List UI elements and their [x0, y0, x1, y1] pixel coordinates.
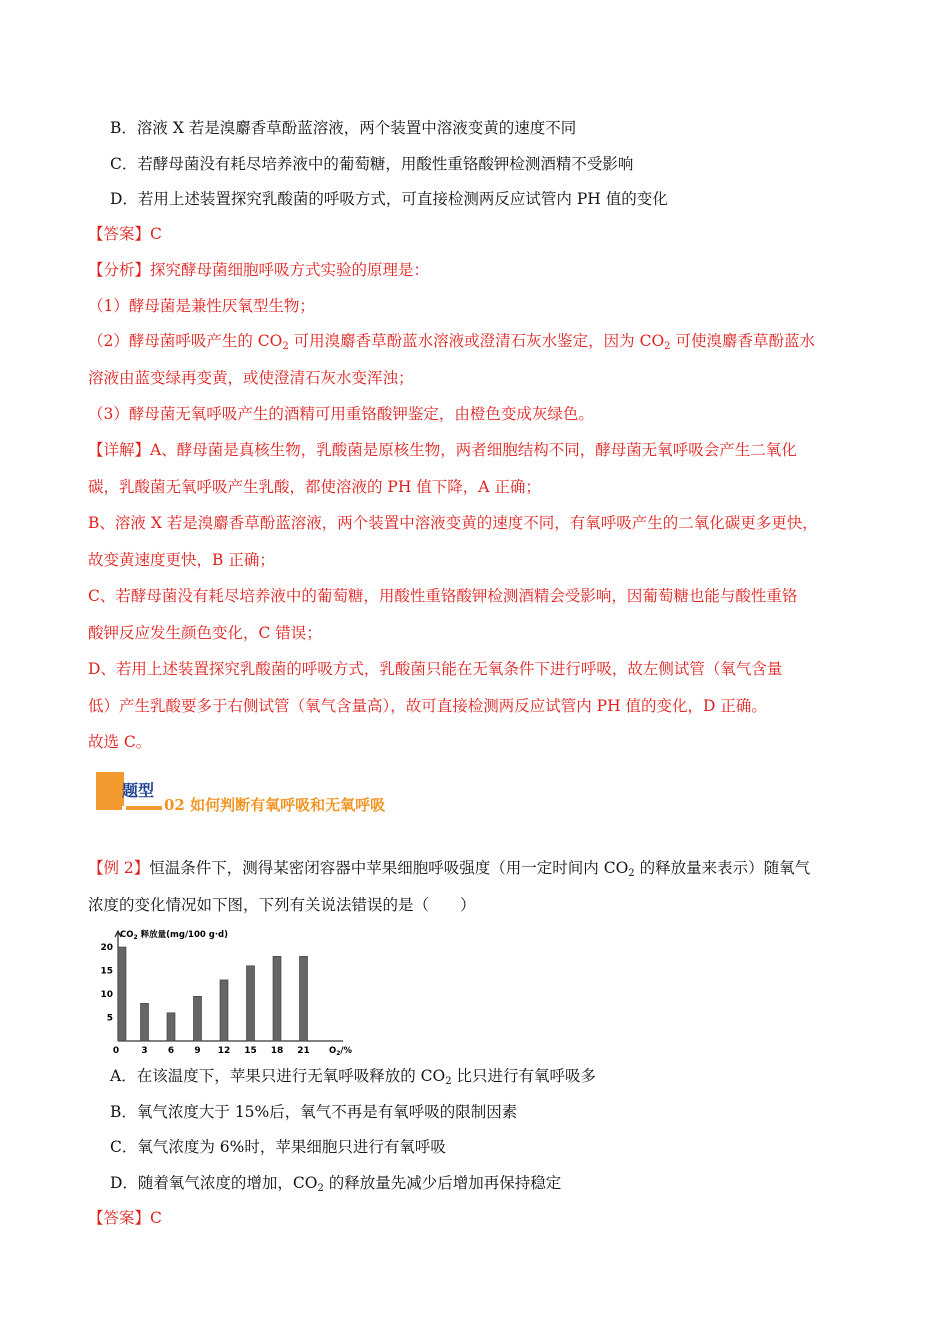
detail-label: 【详解】	[88, 441, 151, 459]
q1-analysis-3: （3）酵母菌无氧呼吸产生的酒精可用重铬酸钾鉴定，由橙色变成灰绿色。	[88, 405, 594, 423]
x-tick-label: 9	[194, 1046, 201, 1056]
q2-option-c: C．氧气浓度为 6%时，苹果细胞只进行有氧呼吸	[110, 1138, 446, 1156]
q2-option-b: B．氧气浓度大于 15%后，氧气不再是有氧呼吸的限制因素	[110, 1103, 518, 1121]
subscript-2: 2	[317, 1183, 324, 1194]
q1-analysis-intro	[88, 260, 429, 280]
q1-detail-d2: 低）产生乳酸要多于右侧试管（氧气含量高），故可直接检测两反应试管内 PH 值的变化，D 正确。	[88, 697, 767, 715]
q1-analysis-2b: 溶液由蓝变绿再变黄，或使澄清石灰水变浑浊；	[88, 369, 414, 387]
q1-option-d: D．若用上述装置探究乳酸菌的呼吸方式，可直接检测两反应试管内 PH 值的变化	[110, 190, 668, 208]
q1-detail-b2: 故变黄速度更快，B 正确；	[88, 551, 275, 569]
bar	[300, 956, 308, 1041]
analysis-2a-post: 可使溴麝香草酚蓝水	[670, 332, 815, 350]
x-tick-label: 15	[244, 1046, 257, 1056]
answer-value: C	[150, 1209, 162, 1227]
x-tick-label: 3	[141, 1046, 148, 1056]
q2-option-d	[110, 1173, 561, 1199]
q1-detail-c1: C、若酵母菌没有耗尽培养液中的葡萄糖，用酸性重铬酸钾检测酒精会受影响，因葡萄糖也能与酸性重铬	[88, 587, 798, 605]
q2-stem-1-post: 的释放量来表示）随氧气	[634, 859, 811, 877]
answer-label: 【答案】	[88, 1209, 151, 1227]
section-title: 02 如何判断有氧呼吸和无氧呼吸	[164, 796, 386, 814]
q1-detail-b1: B、溶液 X 若是溴麝香草酚蓝溶液，两个装置中溶液变黄的速度不同，有氧呼吸产生的二氧化碳更多更快，	[88, 514, 818, 532]
analysis-intro-text: 探究酵母菌细胞呼吸方式实验的原理是：	[150, 261, 430, 279]
bar	[220, 980, 228, 1041]
q2-option-a-post: 比只进行有氧呼吸多	[451, 1067, 597, 1085]
q2-stem-1-pre: 恒温条件下，测得某密闭容器中苹果细胞呼吸强度（用一定时间内 CO	[149, 859, 629, 877]
y-tick-label: 5	[106, 1013, 113, 1024]
subscript-2: 2	[445, 1076, 452, 1087]
q1-analysis-2a	[88, 331, 815, 357]
q1-detail-c2: 酸钾反应发生颜色变化，C 错误；	[88, 624, 322, 642]
analysis-label: 【分析】	[88, 261, 151, 279]
q2-option-d-post: 的释放量先减少后增加再保持稳定	[323, 1174, 562, 1192]
subscript-2: 2	[664, 341, 671, 352]
q1-option-b: B．溶液 X 若是溴麝香草酚蓝溶液，两个装置中溶液变黄的速度不同	[110, 119, 577, 137]
q2-stem-1	[88, 858, 810, 884]
detail-a1-text: A、酵母菌是真核生物，乳酸菌是原核生物，两者细胞结构不同，酵母菌无氧呼吸会产生二氧化	[150, 441, 797, 459]
subscript-2: 2	[282, 341, 289, 352]
section-underline	[126, 806, 162, 810]
section-tag: 题型	[122, 781, 155, 800]
q2-label: 【例 2】	[88, 859, 150, 877]
q2-option-a-pre: A．在该温度下，苹果只进行无氧呼吸释放的 CO	[110, 1067, 446, 1085]
x-tick-label: 6	[167, 1046, 175, 1056]
x-axis-label: $O_2/\%$	[329, 1046, 353, 1057]
x-tick-label: 21	[297, 1046, 310, 1056]
answer-value: C	[150, 225, 162, 243]
q1-analysis-1: （1）酵母菌是兼性厌氧型生物；	[88, 297, 315, 315]
x-tick-label: 0	[112, 1046, 120, 1056]
subscript-2: 2	[628, 868, 635, 879]
analysis-2a-mid: 可用溴麝香草酚蓝水溶液或澄清石灰水鉴定，因为 CO	[288, 332, 665, 350]
q2-option-a	[110, 1066, 596, 1092]
y-tick-label: 20	[100, 943, 113, 953]
bar	[247, 966, 255, 1041]
y-tick-label: 10	[100, 990, 113, 1000]
q1-detail-a1	[88, 440, 797, 460]
q1-answer	[88, 224, 162, 244]
analysis-2a-pre: （2）酵母菌呼吸产生的 CO	[88, 332, 283, 350]
q1-option-c: C．若酵母菌没有耗尽培养液中的葡萄糖，用酸性重铬酸钾检测酒精不受影响	[110, 155, 634, 173]
q2-option-d-pre: D．随着氧气浓度的增加，CO	[110, 1174, 318, 1192]
bar	[141, 1003, 149, 1041]
section-icon-block	[96, 772, 124, 806]
answer-label: 【答案】	[88, 225, 151, 243]
x-tick-label: 12	[217, 1046, 231, 1056]
bar	[194, 996, 202, 1041]
q1-conclusion: 故选 C。	[88, 733, 152, 751]
co2-release-bar-chart	[95, 927, 355, 1057]
q1-detail-d1: D、若用上述装置探究乳酸菌的呼吸方式，乳酸菌只能在无氧条件下进行呼吸，故左侧试管（氧气含量	[88, 660, 783, 678]
y-tick-label: 15	[100, 966, 113, 977]
x-tick-label: 18	[270, 1046, 284, 1056]
section-header	[96, 772, 416, 816]
q2-answer	[88, 1208, 162, 1228]
bar	[273, 956, 281, 1041]
bar	[167, 1013, 175, 1041]
q2-stem-2: 浓度的变化情况如下图，下列有关说法错误的是（ ）	[88, 896, 476, 914]
section-underline	[96, 806, 122, 810]
y-axis-label: $CO_2$ 释放量(mg/100 g·d)	[120, 930, 229, 941]
bar	[118, 947, 126, 1041]
q1-detail-a2: 碳，乳酸菌无氧呼吸产生乳酸，都使溶液的 PH 值下降，A 正确；	[88, 478, 541, 496]
